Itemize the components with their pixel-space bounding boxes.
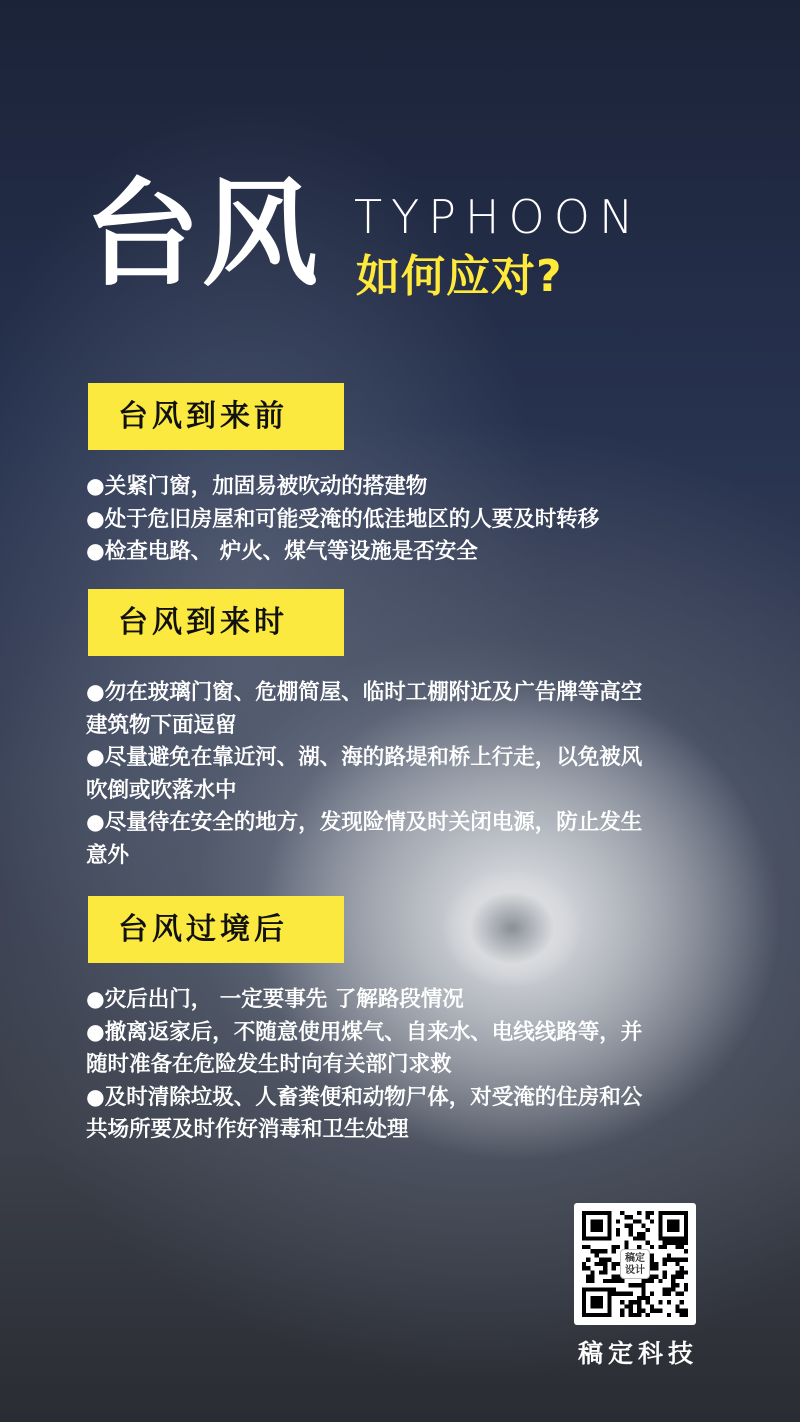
qr-module bbox=[603, 1262, 607, 1266]
qr-module bbox=[582, 1224, 586, 1228]
qr-module bbox=[675, 1228, 679, 1232]
qr-module bbox=[624, 1292, 628, 1296]
qr-module bbox=[595, 1313, 599, 1317]
qr-module bbox=[650, 1253, 654, 1257]
list-item bbox=[86, 677, 726, 742]
qr-module bbox=[629, 1300, 633, 1304]
qr-module bbox=[603, 1249, 607, 1253]
list-item-line: ●撤离返家后，不随意使用煤气、自来水、电线线路等，并 bbox=[86, 1019, 643, 1045]
qr-module bbox=[667, 1211, 671, 1215]
qr-module bbox=[650, 1304, 654, 1308]
qr-code[interactable] bbox=[574, 1203, 696, 1325]
qr-module bbox=[590, 1300, 594, 1304]
qr-module bbox=[624, 1224, 628, 1228]
qr-module bbox=[607, 1296, 611, 1300]
qr-module bbox=[663, 1275, 667, 1279]
qr-module bbox=[582, 1292, 586, 1296]
qr-module bbox=[612, 1287, 616, 1291]
qr-module bbox=[684, 1224, 688, 1228]
qr-module bbox=[675, 1283, 679, 1287]
qr-module bbox=[582, 1304, 586, 1308]
qr-module bbox=[624, 1304, 628, 1308]
qr-module bbox=[612, 1249, 616, 1253]
qr-module bbox=[590, 1249, 594, 1253]
qr-module bbox=[680, 1241, 684, 1245]
qr-module bbox=[582, 1236, 586, 1240]
qr-module bbox=[629, 1228, 633, 1232]
qr-module bbox=[603, 1313, 607, 1317]
brand-name: 稿定科技 bbox=[578, 1339, 699, 1368]
qr-module bbox=[582, 1300, 586, 1304]
qr-module bbox=[586, 1258, 590, 1262]
list-item-line: ●及时清除垃圾、人畜粪便和动物尸体，对受淹的住房和公 bbox=[86, 1084, 643, 1110]
qr-module bbox=[680, 1245, 684, 1249]
qr-module bbox=[599, 1304, 603, 1308]
qr-module bbox=[637, 1211, 641, 1215]
qr-module bbox=[603, 1211, 607, 1215]
qr-module bbox=[595, 1296, 599, 1300]
qr-module bbox=[586, 1236, 590, 1240]
qr-module bbox=[667, 1258, 671, 1262]
qr-module bbox=[663, 1258, 667, 1262]
qr-module bbox=[590, 1236, 594, 1240]
qr-module bbox=[599, 1296, 603, 1300]
qr-module bbox=[667, 1236, 671, 1240]
qr-module bbox=[641, 1292, 645, 1296]
list-item-line: 吹倒或吹落水中 bbox=[86, 777, 237, 803]
qr-module bbox=[663, 1262, 667, 1266]
qr-module bbox=[650, 1279, 654, 1283]
section-list-during bbox=[86, 677, 726, 872]
list-item bbox=[86, 742, 726, 807]
qr-module bbox=[607, 1313, 611, 1317]
qr-module bbox=[590, 1304, 594, 1308]
qr-module bbox=[612, 1266, 616, 1270]
qr-module bbox=[582, 1313, 586, 1317]
qr-module bbox=[654, 1266, 658, 1270]
list-item bbox=[86, 807, 726, 872]
qr-module bbox=[680, 1309, 684, 1313]
list-item-line: 意外 bbox=[86, 842, 130, 868]
qr-module bbox=[671, 1258, 675, 1262]
qr-module bbox=[650, 1211, 654, 1215]
qr-module bbox=[684, 1249, 688, 1253]
qr-module bbox=[675, 1262, 679, 1266]
qr-module bbox=[650, 1292, 654, 1296]
qr-module bbox=[607, 1279, 611, 1283]
qr-module bbox=[663, 1287, 667, 1291]
qr-module bbox=[667, 1292, 671, 1296]
qr-module bbox=[607, 1228, 611, 1232]
qr-module bbox=[667, 1241, 671, 1245]
qr-module bbox=[684, 1309, 688, 1313]
qr-module bbox=[595, 1249, 599, 1253]
qr-module bbox=[650, 1258, 654, 1262]
qr-module bbox=[641, 1232, 645, 1236]
qr-module bbox=[586, 1287, 590, 1291]
qr-module bbox=[599, 1236, 603, 1240]
section-list-before bbox=[86, 471, 726, 569]
qr-module bbox=[680, 1313, 684, 1317]
qr-module bbox=[637, 1283, 641, 1287]
qr-module bbox=[671, 1287, 675, 1291]
qr-module bbox=[641, 1296, 645, 1300]
qr-module bbox=[603, 1258, 607, 1262]
qr-module bbox=[667, 1300, 671, 1304]
qr-module bbox=[646, 1241, 650, 1245]
qr-module bbox=[620, 1279, 624, 1283]
qr-module bbox=[633, 1236, 637, 1240]
qr-module bbox=[663, 1292, 667, 1296]
qr-module bbox=[641, 1309, 645, 1313]
qr-module bbox=[595, 1253, 599, 1257]
qr-module bbox=[675, 1245, 679, 1249]
list-item-line: ●检查电路、 炉火、煤气等设施是否安全 bbox=[86, 539, 478, 564]
qr-module bbox=[637, 1232, 641, 1236]
qr-module bbox=[684, 1287, 688, 1291]
qr-module bbox=[586, 1275, 590, 1279]
qr-module bbox=[646, 1313, 650, 1317]
qr-module bbox=[595, 1219, 599, 1223]
title-main: 台风 bbox=[84, 167, 320, 302]
qr-module bbox=[590, 1275, 594, 1279]
qr-module bbox=[586, 1266, 590, 1270]
qr-module bbox=[667, 1287, 671, 1291]
qr-module bbox=[680, 1300, 684, 1304]
qr-module bbox=[650, 1309, 654, 1313]
qr-module bbox=[633, 1300, 637, 1304]
list-item-line: ●勿在玻璃门窗、危棚简屋、临时工棚附近及广告牌等高空 bbox=[86, 680, 643, 705]
qr-module bbox=[582, 1215, 586, 1219]
qr-module bbox=[637, 1296, 641, 1300]
qr-module bbox=[650, 1245, 654, 1249]
qr-module bbox=[629, 1283, 633, 1287]
qr-module bbox=[582, 1296, 586, 1300]
qr-module bbox=[671, 1279, 675, 1283]
qr-module bbox=[612, 1245, 616, 1249]
qr-module bbox=[671, 1224, 675, 1228]
qr-module bbox=[675, 1292, 679, 1296]
qr-module bbox=[582, 1232, 586, 1236]
qr-module bbox=[620, 1313, 624, 1317]
qr-module bbox=[663, 1241, 667, 1245]
qr-module bbox=[675, 1224, 679, 1228]
qr-module bbox=[663, 1236, 667, 1240]
qr-module bbox=[620, 1309, 624, 1313]
qr-module bbox=[663, 1245, 667, 1249]
list-item bbox=[86, 471, 726, 504]
list-item bbox=[86, 504, 726, 537]
qr-module bbox=[671, 1228, 675, 1232]
qr-module bbox=[590, 1228, 594, 1232]
qr-module bbox=[684, 1215, 688, 1219]
qr-module bbox=[646, 1296, 650, 1300]
qr-module bbox=[629, 1304, 633, 1308]
qr-module bbox=[620, 1300, 624, 1304]
qr-module bbox=[590, 1270, 594, 1274]
qr-module bbox=[607, 1215, 611, 1219]
section-list-after bbox=[86, 984, 726, 1147]
qr-module bbox=[624, 1215, 628, 1219]
qr-module bbox=[680, 1236, 684, 1240]
qr-module bbox=[616, 1245, 620, 1249]
qr-module bbox=[675, 1219, 679, 1223]
qr-module bbox=[641, 1224, 645, 1228]
qr-module bbox=[603, 1270, 607, 1274]
qr-module bbox=[607, 1211, 611, 1215]
qr-module bbox=[646, 1279, 650, 1283]
qr-module bbox=[646, 1215, 650, 1219]
qr-module bbox=[658, 1245, 662, 1249]
qr-module bbox=[658, 1232, 662, 1236]
qr-module bbox=[595, 1236, 599, 1240]
qr-module bbox=[637, 1300, 641, 1304]
qr-module bbox=[641, 1236, 645, 1240]
qr-module bbox=[603, 1266, 607, 1270]
qr-module bbox=[624, 1241, 628, 1245]
qr-module bbox=[658, 1228, 662, 1232]
qr-module bbox=[595, 1228, 599, 1232]
qr-module bbox=[599, 1300, 603, 1304]
qr-module bbox=[637, 1309, 641, 1313]
qr-module bbox=[582, 1309, 586, 1313]
qr-module bbox=[582, 1228, 586, 1232]
qr-module bbox=[607, 1232, 611, 1236]
qr-module bbox=[607, 1236, 611, 1240]
qr-module bbox=[607, 1219, 611, 1223]
qr-module bbox=[637, 1236, 641, 1240]
qr-module bbox=[603, 1287, 607, 1291]
list-item bbox=[86, 1082, 726, 1147]
qr-module bbox=[646, 1228, 650, 1232]
qr-module bbox=[590, 1224, 594, 1228]
qr-module bbox=[599, 1313, 603, 1317]
qr-module bbox=[680, 1292, 684, 1296]
qr-module bbox=[595, 1224, 599, 1228]
qr-module bbox=[637, 1313, 641, 1317]
list-item-line: 随时准备在危险发生时向有关部门求救 bbox=[86, 1052, 452, 1077]
qr-module bbox=[599, 1211, 603, 1215]
qr-module bbox=[607, 1304, 611, 1308]
qr-module bbox=[637, 1304, 641, 1308]
qr-module bbox=[675, 1241, 679, 1245]
qr-module bbox=[658, 1279, 662, 1283]
qr-module bbox=[658, 1211, 662, 1215]
list-item-line: ●关紧门窗，加固易被吹动的搭建物 bbox=[86, 474, 428, 499]
qr-module bbox=[612, 1275, 616, 1279]
qr-module bbox=[684, 1211, 688, 1215]
qr-module bbox=[586, 1211, 590, 1215]
title-question: 如何应对? bbox=[356, 251, 563, 302]
qr-module bbox=[684, 1219, 688, 1223]
qr-module bbox=[586, 1313, 590, 1317]
qr-module bbox=[599, 1258, 603, 1262]
qr-module bbox=[633, 1219, 637, 1223]
qr-module bbox=[650, 1266, 654, 1270]
qr-module bbox=[680, 1270, 684, 1274]
qr-module bbox=[620, 1292, 624, 1296]
qr-module bbox=[590, 1211, 594, 1215]
qr-module bbox=[671, 1236, 675, 1240]
qr-module bbox=[654, 1275, 658, 1279]
qr-module bbox=[667, 1313, 671, 1317]
qr-module bbox=[616, 1232, 620, 1236]
qr-module bbox=[675, 1270, 679, 1274]
qr-module bbox=[680, 1258, 684, 1262]
qr-module bbox=[629, 1313, 633, 1317]
qr-module bbox=[637, 1219, 641, 1223]
qr-module bbox=[616, 1292, 620, 1296]
qr-module bbox=[595, 1211, 599, 1215]
qr-module bbox=[646, 1300, 650, 1304]
qr-module bbox=[607, 1309, 611, 1313]
qr-module bbox=[671, 1211, 675, 1215]
qr-module bbox=[612, 1292, 616, 1296]
qr-module bbox=[646, 1211, 650, 1215]
qr-module bbox=[671, 1283, 675, 1287]
qr-module bbox=[629, 1224, 633, 1228]
qr-module bbox=[629, 1292, 633, 1296]
qr-module bbox=[590, 1219, 594, 1223]
qr-module bbox=[599, 1228, 603, 1232]
qr-module bbox=[684, 1313, 688, 1317]
qr-module bbox=[633, 1283, 637, 1287]
qr-module bbox=[607, 1292, 611, 1296]
qr-module bbox=[629, 1215, 633, 1219]
qr-module bbox=[595, 1287, 599, 1291]
qr-module bbox=[658, 1224, 662, 1228]
qr-module bbox=[658, 1219, 662, 1223]
qr-logo bbox=[620, 1249, 650, 1279]
list-item-line: ●处于危旧房屋和可能受淹的低洼地区的人要及时转移 bbox=[86, 506, 600, 532]
qr-module bbox=[680, 1211, 684, 1215]
section-heading-before: 台风到来前 bbox=[88, 383, 344, 450]
qr-module bbox=[599, 1287, 603, 1291]
qr-module bbox=[599, 1219, 603, 1223]
qr-module bbox=[650, 1262, 654, 1266]
section-heading-after: 台风过境后 bbox=[88, 896, 344, 963]
qr-module bbox=[586, 1245, 590, 1249]
qr-module bbox=[616, 1219, 620, 1223]
qr-module bbox=[684, 1236, 688, 1240]
qr-module bbox=[590, 1296, 594, 1300]
list-item-line: ●灾后出门， 一定要事先 了解路段情况 bbox=[86, 987, 464, 1012]
qr-module bbox=[607, 1258, 611, 1262]
qr-module bbox=[663, 1211, 667, 1215]
qr-module bbox=[671, 1219, 675, 1223]
qr-module bbox=[641, 1283, 645, 1287]
qr-module bbox=[629, 1232, 633, 1236]
list-item-line: 建筑物下面逗留 bbox=[86, 712, 237, 738]
qr-module bbox=[641, 1287, 645, 1291]
qr-module bbox=[582, 1245, 586, 1249]
qr-module bbox=[684, 1258, 688, 1262]
qr-module bbox=[650, 1219, 654, 1223]
qr-module bbox=[684, 1232, 688, 1236]
qr-module bbox=[675, 1275, 679, 1279]
qr-logo-line2: 设计 bbox=[625, 1265, 645, 1276]
list-item-line: 共场所要及时作好消毒和卫生处理 bbox=[86, 1117, 409, 1142]
qr-module bbox=[675, 1258, 679, 1262]
qr-module bbox=[658, 1215, 662, 1219]
qr-module bbox=[612, 1262, 616, 1266]
qr-module bbox=[654, 1309, 658, 1313]
qr-module bbox=[599, 1270, 603, 1274]
qr-module bbox=[675, 1211, 679, 1215]
qr-module bbox=[684, 1283, 688, 1287]
qr-module bbox=[607, 1224, 611, 1228]
qr-module bbox=[680, 1266, 684, 1270]
qr-module bbox=[582, 1266, 586, 1270]
qr-module bbox=[629, 1309, 633, 1313]
qr-module bbox=[595, 1304, 599, 1308]
qr-module bbox=[620, 1211, 624, 1215]
qr-module bbox=[590, 1313, 594, 1317]
qr-module bbox=[658, 1236, 662, 1240]
list-item bbox=[86, 984, 726, 1017]
qr-module bbox=[667, 1224, 671, 1228]
qr-module bbox=[650, 1275, 654, 1279]
qr-module bbox=[663, 1270, 667, 1274]
qr-module bbox=[595, 1262, 599, 1266]
qr-module bbox=[680, 1275, 684, 1279]
qr-module bbox=[654, 1262, 658, 1266]
qr-module bbox=[675, 1309, 679, 1313]
qr-module bbox=[607, 1300, 611, 1304]
qr-module bbox=[599, 1224, 603, 1228]
qr-module bbox=[671, 1241, 675, 1245]
qr-module bbox=[599, 1262, 603, 1266]
qr-module bbox=[667, 1219, 671, 1223]
qr-module bbox=[671, 1275, 675, 1279]
list-item-line: ●尽量待在安全的地方，发现险情及时关闭电源，防止发生 bbox=[86, 810, 643, 835]
section-heading-during: 台风到来时 bbox=[88, 589, 344, 656]
list-item bbox=[86, 1017, 726, 1082]
qr-module bbox=[582, 1219, 586, 1223]
qr-module bbox=[684, 1270, 688, 1274]
qr-module bbox=[675, 1236, 679, 1240]
title-english: TYPHOON bbox=[354, 190, 643, 244]
qr-module bbox=[590, 1279, 594, 1283]
qr-module bbox=[603, 1236, 607, 1240]
qr-logo-line1: 稿定 bbox=[625, 1253, 645, 1264]
qr-module bbox=[612, 1279, 616, 1283]
qr-module bbox=[616, 1279, 620, 1283]
qr-module bbox=[582, 1262, 586, 1266]
qr-module bbox=[675, 1304, 679, 1308]
qr-module bbox=[582, 1287, 586, 1291]
qr-module bbox=[684, 1241, 688, 1245]
qr-module bbox=[590, 1287, 594, 1291]
list-item-line: ●尽量避免在靠近河、湖、海的路堤和桥上行走，以免被风 bbox=[86, 745, 643, 770]
qr-module bbox=[599, 1249, 603, 1253]
qr-module bbox=[633, 1313, 637, 1317]
qr-module bbox=[658, 1300, 662, 1304]
qr-module bbox=[616, 1228, 620, 1232]
qr-module bbox=[667, 1228, 671, 1232]
qr-module bbox=[641, 1279, 645, 1283]
qr-module bbox=[582, 1211, 586, 1215]
qr-module bbox=[658, 1309, 662, 1313]
qr-module bbox=[667, 1253, 671, 1257]
list-item bbox=[86, 536, 726, 569]
qr-module bbox=[684, 1228, 688, 1232]
qr-module bbox=[603, 1279, 607, 1283]
qr-module bbox=[595, 1300, 599, 1304]
qr-module bbox=[586, 1279, 590, 1283]
qr-module bbox=[607, 1287, 611, 1291]
